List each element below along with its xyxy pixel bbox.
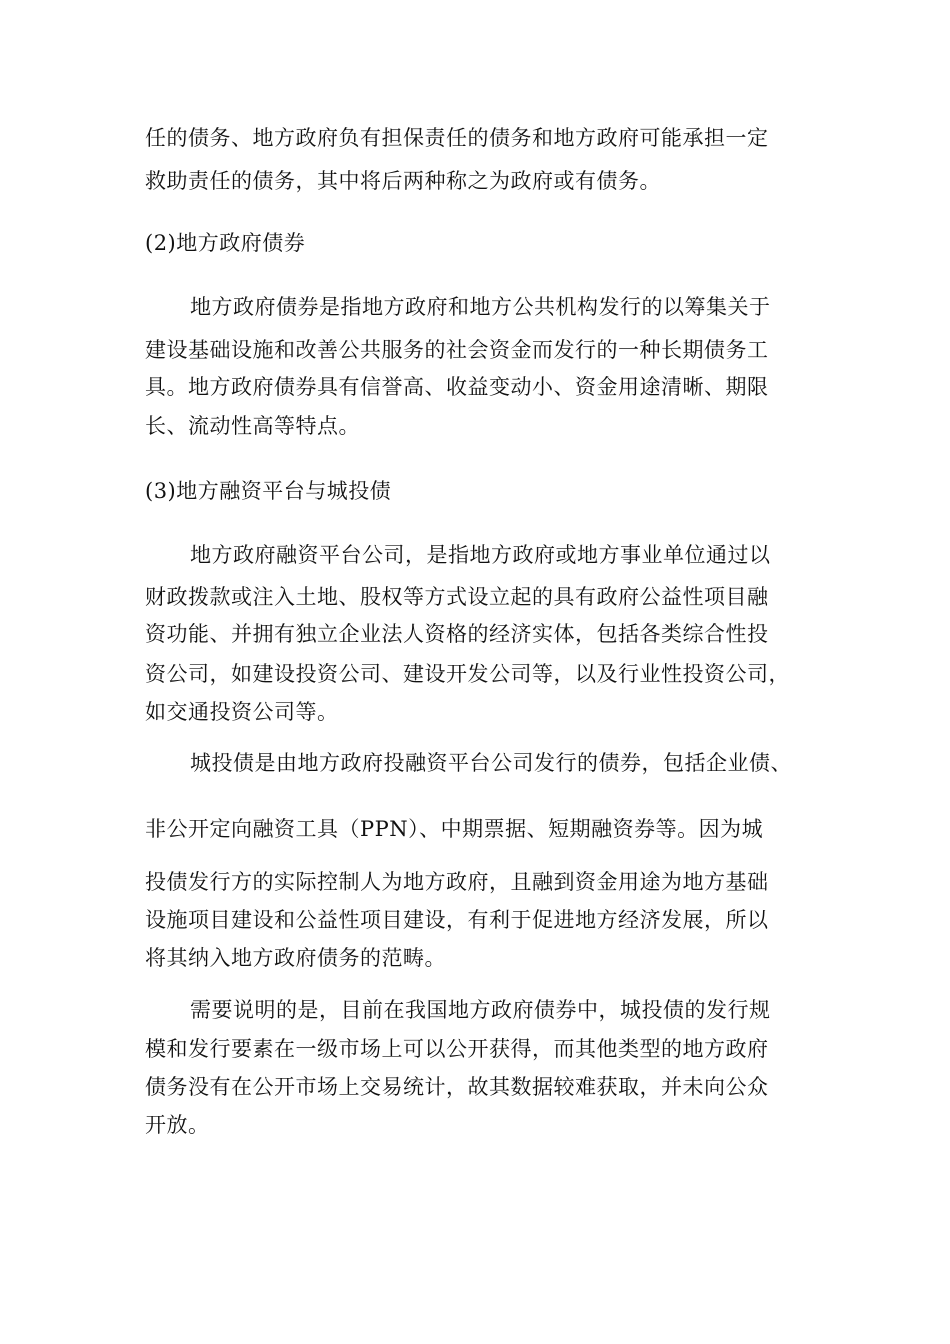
paragraph-3-line-2: 财政拨款或注入土地、股权等方式设立起的具有政府公益性项目融 xyxy=(145,585,769,609)
paragraph-5-line-1: 需要说明的是，目前在我国地方政府债券中，城投债的发行规 xyxy=(190,998,771,1022)
paragraph-5-line-3: 债务没有在公开市场上交易统计，故其数据较难获取，并未向公众 xyxy=(145,1075,769,1099)
paragraph-4-line-3: 投债发行方的实际控制人为地方政府，且融到资金用途为地方基础 xyxy=(145,870,769,894)
paragraph-3-line-3: 资功能、并拥有独立企业法人资格的经济实体，包括各类综合性投 xyxy=(145,622,769,646)
paragraph-4-line-1: 城投债是由地方政府投融资平台公司发行的债券，包括企业债、 xyxy=(190,751,792,775)
paragraph-2-line-3: 具。地方政府债券具有信誉高、收益变动小、资金用途清晰、期限 xyxy=(145,375,769,399)
paragraph-3-line-4: 资公司，如建设投资公司、建设开发公司等，以及行业性投资公司， xyxy=(145,662,790,686)
paragraph-4-line-2: 非公开定向融资工具（PPN）、中期票据、短期融资券等。因为城 xyxy=(145,817,764,841)
paragraph-3-line-1: 地方政府融资平台公司，是指地方政府或地方事业单位通过以 xyxy=(190,543,771,567)
paragraph-2-line-1: 地方政府债券是指地方政府和地方公共机构发行的以筹集关于 xyxy=(190,295,771,319)
paragraph-5-line-2: 模和发行要素在一级市场上可以公开获得，而其他类型的地方政府 xyxy=(145,1037,769,1061)
paragraph-1-line-1: 任的债务、地方政府负有担保责任的债务和地方政府可能承担一定 xyxy=(145,126,769,150)
paragraph-3-line-5: 如交通投资公司等。 xyxy=(145,700,339,724)
paragraph-2-line-4: 长、流动性高等特点。 xyxy=(145,414,360,438)
section-heading-3: (3)地方融资平台与城投债 xyxy=(145,479,392,503)
paragraph-2-line-2: 建设基础设施和改善公共服务的社会资金而发行的一种长期债务工 xyxy=(145,338,769,362)
paragraph-4-line-4: 设施项目建设和公益性项目建设，有利于促进地方经济发展，所以 xyxy=(145,908,769,932)
section-heading-2: (2)地方政府债券 xyxy=(145,231,306,255)
paragraph-4-line-5: 将其纳入地方政府债务的范畴。 xyxy=(145,946,446,970)
paragraph-1-line-2: 救助责任的债务，其中将后两种称之为政府或有债务。 xyxy=(145,169,661,193)
paragraph-5-line-4: 开放。 xyxy=(145,1113,210,1137)
